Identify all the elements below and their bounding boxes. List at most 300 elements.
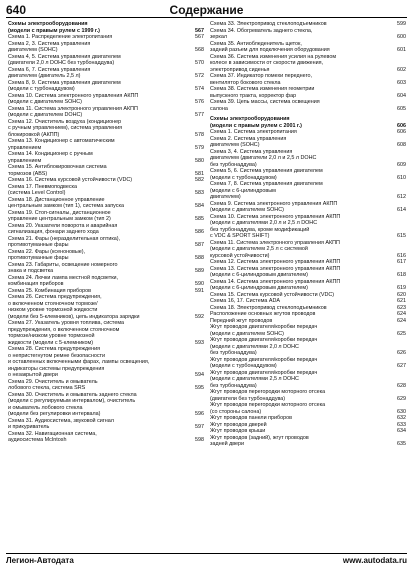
toc-entry [8, 132, 204, 138]
toc-page-number: 623 [397, 304, 406, 311]
toc-entry [210, 129, 406, 135]
toc-section-heading [210, 123, 406, 129]
toc-entry [8, 398, 204, 404]
toc-entry-text: Схема 34. Обогреватель заднего стекла, [210, 27, 313, 34]
toc-entry-text: (модели с двигателем 2,5 л с системой [210, 246, 308, 252]
toc-entry [210, 155, 406, 161]
toc-entry [210, 357, 406, 363]
toc-entry [8, 119, 204, 125]
toc-page-number: 609 [397, 161, 406, 168]
toc-entry-text: Схема 16. Система курсовой устойчивости (VDC) [8, 177, 133, 183]
toc-column-right [210, 21, 406, 448]
toc-entry-text: Схема 39. Цепь массы, система освещения [210, 99, 320, 105]
toc-entry-text: сигнализация, фонари заднего хода [8, 229, 99, 235]
toc-page-number: 635 [397, 441, 406, 447]
toc-entry [8, 379, 204, 385]
toc-page-number: 579 [195, 144, 204, 151]
toc-page-number: 619 [397, 285, 406, 291]
toc-entry [210, 41, 406, 47]
toc-page-number: 599 [397, 21, 406, 27]
toc-entry-text: индикаторы системы предупреждения [8, 365, 105, 372]
toc-page-number: 624 [397, 317, 406, 324]
toc-entry [210, 318, 406, 324]
toc-page-number: 600 [397, 34, 406, 40]
toc-entry [210, 227, 406, 233]
toc-page-number: 567 [195, 27, 204, 34]
toc-entry-text: курсовой устойчивости) [210, 252, 270, 259]
toc-entry [8, 372, 204, 378]
toc-entry [8, 392, 204, 398]
toc-entry [210, 67, 406, 73]
toc-entry-text: Схема 3, 4. Система управления [210, 148, 293, 155]
toc-entry-text: Схема 2, 3. Система управления [8, 40, 91, 47]
toc-entry-text: (модели с регулируемым интервалом), очиститель [8, 398, 136, 404]
toc-entry-text: Схема 4, 5. Система управления двигателем [8, 53, 121, 60]
toc-entry-text: Схема 30. Очиститель и омыватель заднего стекла [8, 391, 137, 398]
website-url: www.autodata.ru [342, 556, 407, 565]
toc-entry-text: управлением [8, 144, 42, 151]
toc-entry-text: Схема 13. Система электронного управления АКПП [210, 265, 341, 272]
toc-entry-text: Схема 1. Система электропитания [210, 129, 297, 135]
toc-entry [8, 93, 204, 99]
toc-entry [8, 307, 204, 313]
toc-entry-text: Схема 26. Система предупреждения, [8, 294, 102, 300]
toc-page-number: 612 [397, 194, 406, 200]
toc-entry-text: знака и подсветка [8, 268, 54, 274]
toc-entry-text: Жгут проводов перегородки моторного отсека [210, 402, 326, 408]
toc-page-number: 632 [397, 415, 406, 421]
toc-entry [210, 194, 406, 200]
toc-entry [210, 214, 406, 220]
toc-entry-text: Схема 14. Система электронного управления АКПП [210, 278, 341, 285]
toc-entry-text: управлением [8, 157, 42, 164]
toc-page-number: 596 [195, 411, 204, 417]
toc-entry-text: (со стороны салона) [210, 408, 262, 415]
toc-page-number: 634 [397, 428, 406, 434]
toc-entry [210, 80, 406, 86]
toc-entry-text: Схема 19. Стоп-сигналы, дистанционное [8, 209, 111, 216]
toc-entry-text: (модели с турбонаддувом) [210, 363, 277, 369]
toc-entry-text: лобового стекла, система SRS [8, 385, 86, 391]
toc-page-number: 620 [397, 291, 406, 298]
toc-entry [8, 138, 204, 144]
toc-entry [8, 268, 204, 274]
toc-entry-text: Схема 5, 6. Система управления двигателем [210, 168, 323, 174]
toc-entry [8, 177, 204, 183]
toc-entry [210, 188, 406, 194]
toc-entry [8, 431, 204, 437]
toc-entry [210, 409, 406, 415]
toc-page-number: 591 [195, 287, 204, 294]
toc-entry-text: Схемы электрооборудования [210, 116, 290, 122]
toc-entry-text: Схема 12. Система электронного управления АКПП [210, 259, 341, 265]
toc-entry-text: электропривод сиденья [210, 66, 270, 73]
toc-entry-text: Жгут проводов перегородки моторного отсека [210, 389, 326, 395]
toc-entry-text: Схема 8, 9. Система управления двигателем [8, 79, 121, 86]
toc-entry-text: (модели с 6-цилиндровым [210, 187, 276, 194]
toc-entry-text: о включенном стояночном тормозе/ [8, 300, 98, 307]
toc-page-number: 629 [397, 395, 406, 402]
toc-entry-text: (модели с двигателем SOHC) [8, 99, 82, 105]
toc-entry [210, 441, 406, 447]
toc-entry-text: (модели с турбонаддувом) [8, 86, 75, 92]
toc-entry [210, 422, 406, 428]
toc-entry [210, 331, 406, 337]
toc-page-number: 597 [195, 424, 204, 430]
toc-entry-text: Схема 9. Система электронного управления АКПП [210, 200, 338, 207]
toc-entry-text: колесе в зависимости от скорости движения, [210, 60, 324, 66]
toc-page-number: 588 [195, 255, 204, 261]
toc-entry [8, 301, 204, 307]
toc-entry-text: Схема 31. Аудиосистема, звуковой сигнал [8, 417, 114, 424]
toc-page-number: 602 [397, 66, 406, 73]
toc-entry [8, 281, 204, 287]
toc-page-number: 578 [195, 131, 204, 138]
toc-page-number: 614 [397, 207, 406, 213]
toc-entry [210, 435, 406, 441]
toc-entry [8, 86, 204, 92]
toc-entry [210, 181, 406, 187]
toc-entry-text: низком уровне тормозной жидкости [8, 307, 98, 313]
toc-entry [210, 54, 406, 60]
toc-entry-text: Схема 11. Система электронного управления АКПП [8, 105, 138, 112]
toc-entry-text: (модели с двигателем SOHC) [210, 330, 284, 337]
toc-entry [8, 437, 204, 443]
toc-entry-text: Схема 33. Электропривод стеклоподъемников [210, 21, 327, 27]
toc-entry-text: и оставленных включенными фарах, лампы освещения, [8, 359, 150, 365]
toc-entry [8, 80, 204, 86]
toc-entry [8, 294, 204, 300]
toc-entry [8, 171, 204, 177]
toc-page-number: 608 [397, 142, 406, 148]
toc-entry [8, 216, 204, 222]
toc-entry [8, 411, 204, 417]
toc-page-number: 572 [195, 73, 204, 79]
toc-entry-text: двигателем (SOHC) [8, 47, 58, 53]
toc-entry [8, 106, 204, 112]
toc-entry-text: (двигатели 2,0 л DOHC без турбонаддува) [8, 60, 115, 66]
toc-entry [8, 158, 204, 164]
toc-page-number: 633 [397, 421, 406, 428]
toc-entry [8, 340, 204, 346]
toc-entry [8, 67, 204, 73]
toc-entry-text: зеркал [210, 34, 228, 40]
toc-entry [210, 396, 406, 402]
toc-entry [210, 389, 406, 395]
toc-entry [210, 106, 406, 112]
toc-entry-text: тормозов (ABS) [8, 170, 48, 177]
toc-entry [8, 275, 204, 281]
toc-entry-text: без турбонаддува) [210, 350, 257, 356]
toc-page-number: 617 [397, 259, 406, 265]
toc-entry [210, 136, 406, 142]
toc-entry [210, 201, 406, 207]
toc-entry [8, 54, 204, 60]
header-rule [6, 17, 407, 18]
toc-entry [210, 363, 406, 369]
toc-entry-text: Схемы электрооборудования [8, 21, 88, 27]
toc-entry-text: задний разъем для подключения оборудования [210, 47, 330, 53]
toc-entry-text: без турбонаддува) [210, 161, 257, 168]
toc-page-number: 593 [195, 339, 204, 346]
publisher-name: Легион-Автодата [6, 556, 74, 565]
toc-page-number: 628 [397, 382, 406, 389]
toc-entry [8, 41, 204, 47]
toc-entry [210, 86, 406, 92]
toc-entry-text: Схема 20. Указатели поворота и аварийная [8, 222, 118, 229]
toc-entry [8, 353, 204, 359]
toc-entry [210, 253, 406, 259]
toc-entry [8, 210, 204, 216]
toc-entry-text: (модели с двигателями 2,5 л DOHC [210, 376, 299, 382]
toc-entry-text: Схема 12. Очиститель воздуха (кондиционер [8, 118, 122, 125]
toc-entry-text: о незакрытой двери [8, 372, 58, 378]
toc-entry-text: (модели с правым рулем с 1999 г.) [8, 27, 100, 34]
toc-entry-text: Схема 13. Кондиционер с автоматическим [8, 138, 115, 144]
toc-entry-text: двигателем (SOHC) [210, 142, 260, 148]
toc-entry-text: Схема 11. Система электронного управления АКПП [210, 239, 340, 246]
toc-entry [8, 34, 204, 40]
toc-entry-text: Схема 16, 17. Система ADA [210, 298, 281, 304]
toc-entry [210, 266, 406, 272]
toc-entry [210, 142, 406, 148]
toc-entry [8, 320, 204, 326]
toc-page-number: 627 [397, 363, 406, 369]
toc-page-number: 582 [195, 177, 204, 183]
toc-entry-text: (модели без 5-клемников), цепь индикатора зарядки [8, 313, 140, 320]
toc-page-number: 584 [195, 203, 204, 209]
toc-entry [210, 298, 406, 304]
toc-entry-text: Схема 24. Лючки лампа местной подсветки, [8, 274, 119, 281]
toc-entry-text: (модели с 6-цилиндровым двигателем) [210, 285, 308, 291]
toc-page-number: 616 [397, 252, 406, 259]
toc-page-number: 630 [397, 408, 406, 415]
toc-entry-text: с VDC & SPORT SHIFT) [210, 233, 270, 239]
toc-page-number: 585 [195, 216, 204, 222]
toc-page-number: 603 [397, 79, 406, 86]
toc-entry [8, 327, 204, 333]
page-header [6, 3, 407, 17]
toc-entry [210, 376, 406, 382]
toc-entry-text: вентилятор бокового стекла [210, 79, 281, 86]
toc-entry [210, 21, 406, 27]
page-number: 640 [6, 3, 27, 17]
toc-page-number: 624 [397, 311, 406, 317]
toc-entry-text: без турбонаддува) [210, 382, 257, 389]
toc-entry-text: противотуманные фары [8, 242, 69, 248]
toc-entry-text: двигателем) [210, 194, 241, 200]
toc-entry-text: Расположение основных жгутов проводов [210, 311, 316, 317]
toc-entry-text: и прикуриватель [8, 424, 50, 430]
toc-entry-text: Жгут проводов двигателя/коробки передач [210, 356, 318, 363]
toc-entry-text: Жгут проводов двигателя/коробки передач [210, 324, 318, 330]
toc-page-number: 626 [397, 350, 406, 356]
toc-page-number: 598 [195, 437, 204, 443]
toc-entry [8, 151, 204, 157]
toc-entry [8, 223, 204, 229]
toc-page-number: 621 [397, 298, 406, 304]
toc-page-number: 577 [195, 112, 204, 118]
toc-page-number: 567 [195, 34, 204, 40]
toc-entry [210, 344, 406, 350]
toc-entry [8, 314, 204, 320]
toc-page-number: 615 [397, 233, 406, 239]
toc-entry-text: Схема 27. Указатель уровня топлива, система [8, 320, 125, 326]
toc-entry [8, 418, 204, 424]
toc-entry [8, 73, 204, 79]
toc-entry-text: Схема 2. Система управления [210, 135, 287, 142]
toc-entry [210, 73, 406, 79]
toc-entry [210, 175, 406, 181]
toc-section-heading [210, 116, 406, 122]
toc-entry-text: выпускного тракта, корректор фар [210, 92, 297, 99]
toc-entry [8, 366, 204, 372]
toc-entry-text: (модели с двигателем SOHC) [210, 207, 284, 213]
toc-page-number: 610 [397, 174, 406, 181]
toc-entry-text: Жгут проводов крыши [210, 428, 266, 434]
toc-entry [8, 60, 204, 66]
toc-page-number: 581 [195, 170, 204, 177]
toc-entry [8, 112, 204, 118]
toc-entry [8, 125, 204, 131]
toc-column-left [8, 21, 204, 444]
toc-entry [210, 337, 406, 343]
toc-entry-text: Схема 29. Очиститель и омыватель [8, 378, 98, 385]
toc-entry-text: Схема 32. Навигационная система, [8, 430, 97, 437]
toc-page-number: 606 [397, 129, 406, 135]
toc-entry [8, 190, 204, 196]
toc-page-number: 601 [397, 47, 406, 53]
toc-entry [8, 197, 204, 203]
page-title: Содержание [169, 3, 244, 17]
toc-page-number: 605 [397, 105, 406, 112]
toc-entry [210, 402, 406, 408]
toc-entry-text: Схема 15. Антиблокировочная система [8, 164, 107, 170]
toc-page-number: 568 [195, 47, 204, 53]
toc-entry [8, 236, 204, 242]
toc-entry-text: Схема 1. Распределение электропитания [8, 34, 113, 40]
toc-entry [8, 346, 204, 352]
page-footer [6, 556, 407, 567]
toc-page-number: 576 [195, 99, 204, 105]
toc-entry [210, 350, 406, 356]
toc-entry-text: противотуманные фары [8, 255, 69, 261]
toc-entry-text: Схема 23. Габариты, освещение номерного [8, 261, 118, 268]
toc-entry [210, 47, 406, 53]
toc-entry-text: Схема 37. Индикатор помехи переднего, [210, 73, 312, 79]
toc-entry-text: задней двери [210, 441, 245, 447]
toc-page-number: 592 [195, 313, 204, 320]
toc-entry [210, 259, 406, 265]
toc-entry [8, 47, 204, 53]
toc-entry [8, 424, 204, 430]
toc-entry-text: Жгут проводов (задний), жгут проводов [210, 434, 309, 441]
toc-section-heading [8, 28, 204, 34]
toc-entry [8, 262, 204, 268]
toc-entry-text: Жгут проводов двигателя/коробки передач [210, 369, 318, 376]
toc-section-heading [8, 21, 204, 27]
toc-page-number: 583 [195, 190, 204, 196]
toc-entry-text: с ручным управлением), система управления [8, 125, 123, 131]
toc-entry [210, 428, 406, 434]
toc-entry [210, 415, 406, 421]
toc-entry [210, 272, 406, 278]
toc-entry [210, 246, 406, 252]
toc-entry [210, 99, 406, 105]
toc-entry [8, 184, 204, 190]
toc-entry [210, 149, 406, 155]
toc-entry [8, 242, 204, 248]
toc-entry-text: (система Level Control) [8, 190, 66, 196]
toc-entry [8, 145, 204, 151]
toc-entry-text: двигателем (двигатель 2,5 л) [8, 73, 81, 79]
toc-entry-text: (модели с турбонаддувом) [210, 174, 277, 181]
toc-entry-text: предупреждения, о включенном стояночном [8, 326, 120, 333]
toc-entry-text: Схема 18. Дистанционное управление [8, 196, 105, 203]
toc-entry-text: Схема 7, 8. Система управления двигателем [210, 181, 323, 187]
toc-entry [210, 279, 406, 285]
toc-entry [210, 324, 406, 330]
toc-entry [8, 203, 204, 209]
toc-page-number: 604 [397, 92, 406, 99]
toc-page-number: 618 [397, 272, 406, 278]
toc-entry [210, 93, 406, 99]
toc-entry-text: Схема 21. Фары (неразделительная оптика), [8, 235, 121, 242]
toc-entry [210, 292, 406, 298]
toc-entry [210, 383, 406, 389]
toc-entry [8, 333, 204, 339]
toc-entry [8, 405, 204, 411]
toc-entry [210, 28, 406, 34]
toc-entry-text: Жгут проводов панели приборов [210, 415, 292, 421]
toc-entry-text: (модели без регулировки интервала) [8, 411, 101, 417]
toc-page-number: 606 [397, 122, 406, 129]
toc-page-number: 587 [195, 242, 204, 248]
toc-entry-text: управление центральным замком (тип 2) [8, 216, 111, 222]
toc-page-number: 595 [195, 385, 204, 391]
toc-page-number: 589 [195, 268, 204, 274]
toc-entry [8, 255, 204, 261]
toc-entry-text: и омыватель лобового стекла [8, 404, 83, 411]
toc-entry-text: Схема 25. Комбинация приборов [8, 287, 91, 294]
toc-entry-text: (двигатели без турбонаддува) [210, 395, 286, 402]
toc-entry [210, 240, 406, 246]
toc-entry [210, 285, 406, 291]
toc-entry [210, 207, 406, 213]
toc-entry [8, 99, 204, 105]
footer-rule [6, 553, 407, 554]
toc-entry [8, 164, 204, 170]
toc-entry-text: жидкости (модели с 5-клемником) [8, 339, 94, 346]
toc-entry-text: Схема 10. Система электронного управления АКПП [210, 213, 341, 220]
toc-entry-text: Схема 28. Система предупреждения [8, 346, 101, 352]
toc-entry-text: Схема 17. Пневмоподвеска [8, 183, 77, 190]
toc-entry [8, 288, 204, 294]
toc-entry-text: Схема 14. Кондиционер с ручным [8, 151, 93, 157]
toc-entry-text: Схема 18. Электропривод стеклоподъемников [210, 304, 327, 311]
toc-entry [8, 229, 204, 235]
toc-entry-text: Жгут проводов дверей [210, 421, 267, 428]
toc-page-number: 574 [195, 86, 204, 92]
toc-entry-text: аудиосистема McIntosh [8, 437, 67, 443]
toc-entry-text: (модели с двигателем DOHC) [8, 112, 83, 118]
toc-entry-text: салона [210, 105, 228, 112]
toc-entry [210, 220, 406, 226]
toc-entry-text: (модели с правым рулем с 2001 г.) [210, 122, 302, 129]
toc-page-number: 580 [195, 157, 204, 164]
toc-entry-text: двигателем (двигатели 2,0 л и 2,5 л DOHC [210, 155, 317, 161]
toc-entry [210, 370, 406, 376]
